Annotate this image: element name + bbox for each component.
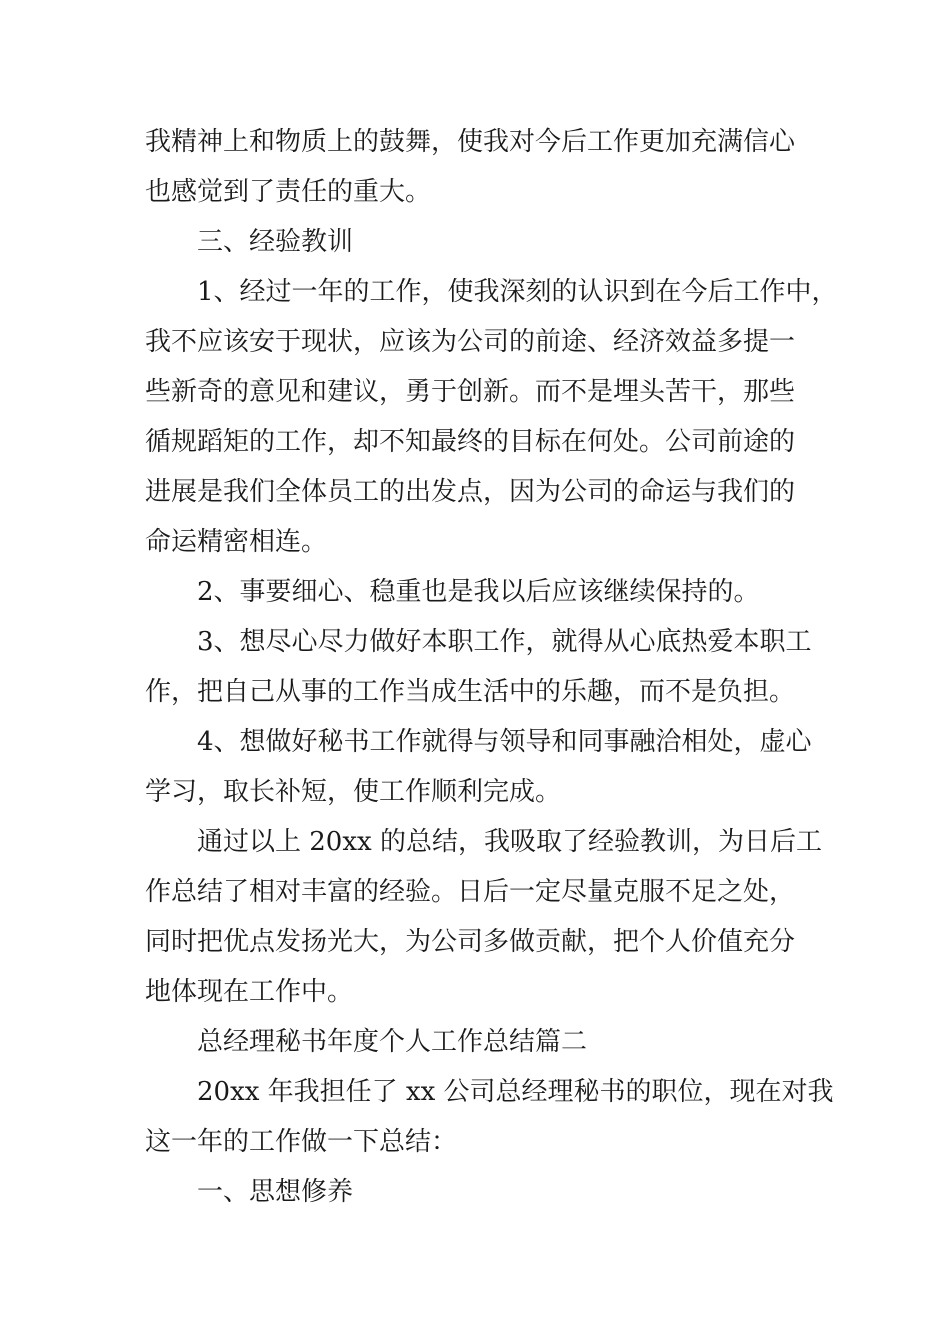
text-line: 1、经过一年的工作，使我深刻的认识到在今后工作中， [197,277,838,307]
text-line: 进展是我们全体员工的出发点，因为公司的命运与我们的 [145,477,796,507]
text-line: 也感觉到了责任的重大。 [145,177,432,207]
text-line: 4、想做好秘书工作就得与领导和同事融洽相处，虚心 [197,727,812,757]
section-heading: 总经理秘书年度个人工作总结篇二 [197,1027,588,1057]
text-line: 我不应该安于现状，应该为公司的前途、经济效益多提一 [145,327,796,357]
text-line: 3、想尽心尽力做好本职工作，就得从心底热爱本职工 [197,627,812,657]
text-line: 循规蹈矩的工作，却不知最终的目标在何处。公司前途的 [145,427,796,457]
text-line: 学习，取长补短，使工作顺利完成。 [145,777,562,807]
text-line: 些新奇的意见和建议，勇于创新。而不是埋头苦干，那些 [145,377,796,407]
text-line: 同时把优点发扬光大，为公司多做贡献，把个人价值充分 [145,927,796,957]
text-line: 20xx 年我担任了 xx 公司总经理秘书的职位，现在对我 [197,1077,834,1107]
section-heading: 三、经验教训 [197,227,354,257]
section-heading: 一、思想修养 [197,1177,354,1207]
document-body [145,125,838,1209]
text-line: 我精神上和物质上的鼓舞，使我对今后工作更加充满信心 [145,127,796,157]
text-line: 2、事要细心、稳重也是我以后应该继续保持的。 [197,577,760,607]
text-line: 这一年的工作做一下总结： [145,1127,458,1157]
text-line: 作总结了相对丰富的经验。日后一定尽量克服不足之处， [145,877,796,907]
text-line: 地体现在工作中。 [145,977,354,1007]
text-line: 命运精密相连。 [145,527,328,557]
text-line: 通过以上 20xx 的总结，我吸取了经验教训，为日后工 [197,827,822,857]
text-line: 作，把自己从事的工作当成生活中的乐趣，而不是负担。 [145,677,796,707]
